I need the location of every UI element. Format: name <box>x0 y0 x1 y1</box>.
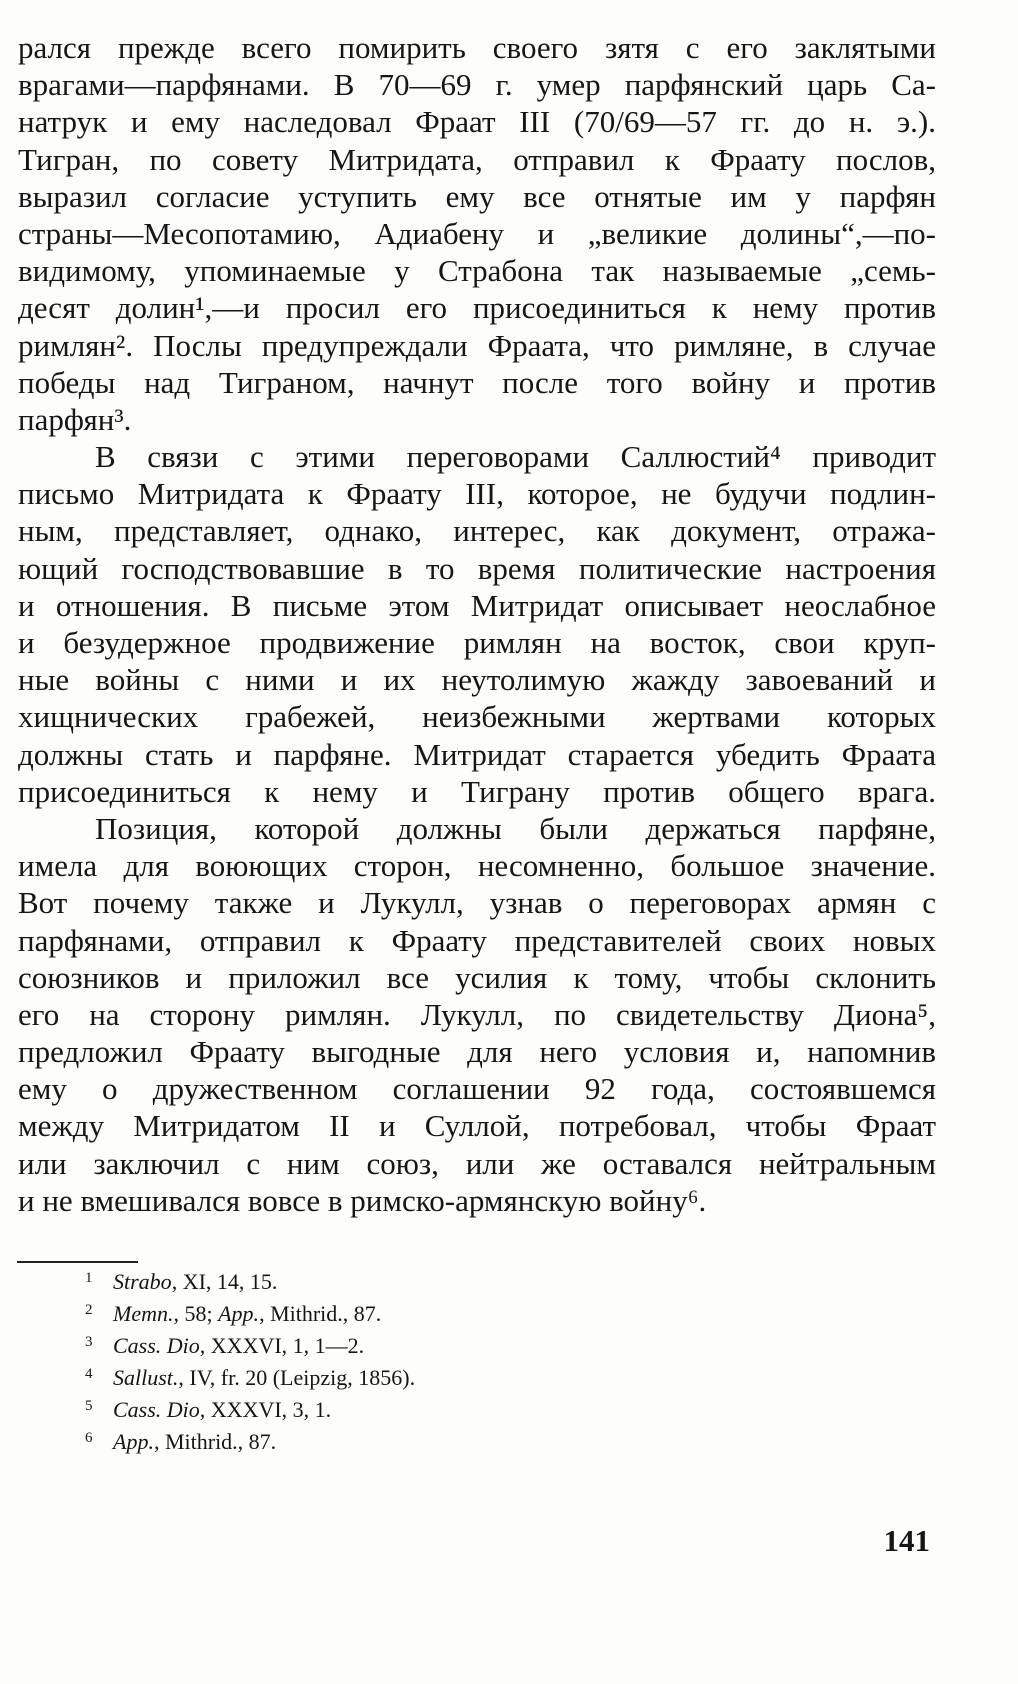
text-line: предложил Фраату выгодные для него условия и, напомнив <box>18 1034 936 1070</box>
text-line: парфянами, отправил к Фраату представителей своих новых <box>18 922 936 958</box>
footnote-author: Cass. Dio <box>113 1333 200 1358</box>
text-line: Тигран, по совету Митридата, отправил к Фраату послов, <box>18 141 936 177</box>
footnote-text <box>113 1426 276 1458</box>
text-line: парфян³. <box>18 401 132 437</box>
paragraph <box>18 29 936 438</box>
text-line: хищнических грабежей, неизбежными жертвами которых <box>18 699 936 735</box>
text-line: ющий господствовавшие в то время политические настроения <box>18 550 936 586</box>
footnote-citation: , Mithrid., 87. <box>259 1301 382 1326</box>
footnote-text <box>113 1362 415 1394</box>
footnote-text <box>113 1330 364 1362</box>
text-line: и не вмешивался вовсе в римско-армянскую войну⁶. <box>18 1182 707 1218</box>
footnote-citation: , Mithrid., 87. <box>153 1429 277 1454</box>
footnote <box>0 1266 900 1298</box>
footnote-number: 5 <box>85 1398 93 1414</box>
footnote-text <box>113 1394 331 1426</box>
footnote-author: App. <box>113 1429 154 1454</box>
text-line: десят долин¹,—и просил его присоединиться к нему против <box>18 290 936 326</box>
footnote-author: App. <box>218 1301 260 1326</box>
paragraph <box>18 810 936 1219</box>
footnote-citation: , XXXVI, 1, 1—2. <box>199 1333 365 1358</box>
text-line: римлян². Послы предупреждали Фраата, что римляне, в случае <box>18 327 936 363</box>
paragraph <box>18 438 936 810</box>
text-line: и безудержное продвижение римлян на восток, свои круп- <box>18 625 936 660</box>
footnote-citation: , XXXVI, 3, 1. <box>199 1397 332 1422</box>
footnote-citation: , 58; <box>173 1301 219 1326</box>
text-line: и отношения. В письме этом Митридат описывает неослабное <box>18 587 936 623</box>
text-line: В связи с этими переговорами Саллюстий⁴ приводит <box>95 439 936 475</box>
footnote <box>0 1298 900 1330</box>
text-line: письмо Митридата к Фраату III, которое, не будучи подлин- <box>18 476 936 512</box>
footnote-number: 4 <box>85 1366 93 1382</box>
text-line: видимому, упоминаемые у Страбона так называемые „семь- <box>18 253 936 289</box>
text-line: страны—Месопотамию, Адиабену и „великие долины“,—по- <box>18 215 936 251</box>
text-line: Вот почему также и Лукулл, узнав о переговорах армян с <box>18 885 936 921</box>
text-line: должны стать и парфяне. Митридат старается убедить Фраата <box>18 736 936 772</box>
text-line: ным, представляет, однако, интерес, как документ, отража- <box>18 513 936 549</box>
text-line: имела для воюющих сторон, несомненно, большое значение. <box>18 848 936 884</box>
main-text <box>18 29 936 1219</box>
footnotes <box>0 1266 900 1458</box>
footnote <box>0 1362 900 1394</box>
footnote-author: Sallust. <box>113 1365 179 1390</box>
text-line: ные войны с ними и их неутолимую жажду завоеваний и <box>18 662 936 698</box>
page-number: 141 <box>883 1523 930 1558</box>
text-line: натрук и ему наследовал Фраат III (70/69—57 гг. до н. э.). <box>18 104 936 140</box>
text-line: присоединиться к нему и Тиграну против общего врага. <box>18 773 936 809</box>
text-line: Позиция, которой должны были держаться парфяне, <box>95 810 936 846</box>
text-line: союзников и приложил все усилия к тому, чтобы склонить <box>18 959 936 995</box>
text-line: между Митридатом II и Суллой, потребовал, чтобы Фраат <box>18 1108 936 1144</box>
text-line: его на сторону римлян. Лукулл, по свидетельству Диона⁵, <box>18 996 936 1032</box>
footnote <box>0 1330 900 1362</box>
text-line: или заключил с ним союз, или же оставался нейтральным <box>18 1145 936 1181</box>
footnote <box>0 1394 900 1426</box>
footnote <box>0 1426 900 1458</box>
footnote-text <box>113 1298 381 1330</box>
footnote-citation: , IV, fr. 20 (Leipzig, 1856). <box>178 1365 416 1390</box>
footnote-author: Memn. <box>113 1301 174 1326</box>
text-line: выразил согласие уступить ему все отнятые им у парфян <box>18 178 936 214</box>
footnote-number: 3 <box>85 1334 93 1350</box>
text-line: победы над Тиграном, начнут после того войну и против <box>18 364 936 400</box>
footnote-number: 6 <box>85 1430 93 1446</box>
footnote-author: Strabo <box>113 1269 172 1294</box>
footnote-text <box>113 1266 277 1298</box>
footnote-number: 1 <box>85 1270 93 1286</box>
text-line: врагами—парфянами. В 70—69 г. умер парфянский царь Са- <box>18 67 936 103</box>
footnote-number: 2 <box>85 1302 93 1318</box>
footnote-divider <box>17 1261 138 1263</box>
text-line: рался прежде всего помирить своего зятя с его заклятыми <box>18 30 936 65</box>
footnote-author: Cass. Dio <box>113 1397 200 1422</box>
footnote-citation: , XI, 14, 15. <box>171 1269 278 1294</box>
text-line: ему о дружественном соглашении 92 года, состоявшемся <box>18 1071 936 1107</box>
